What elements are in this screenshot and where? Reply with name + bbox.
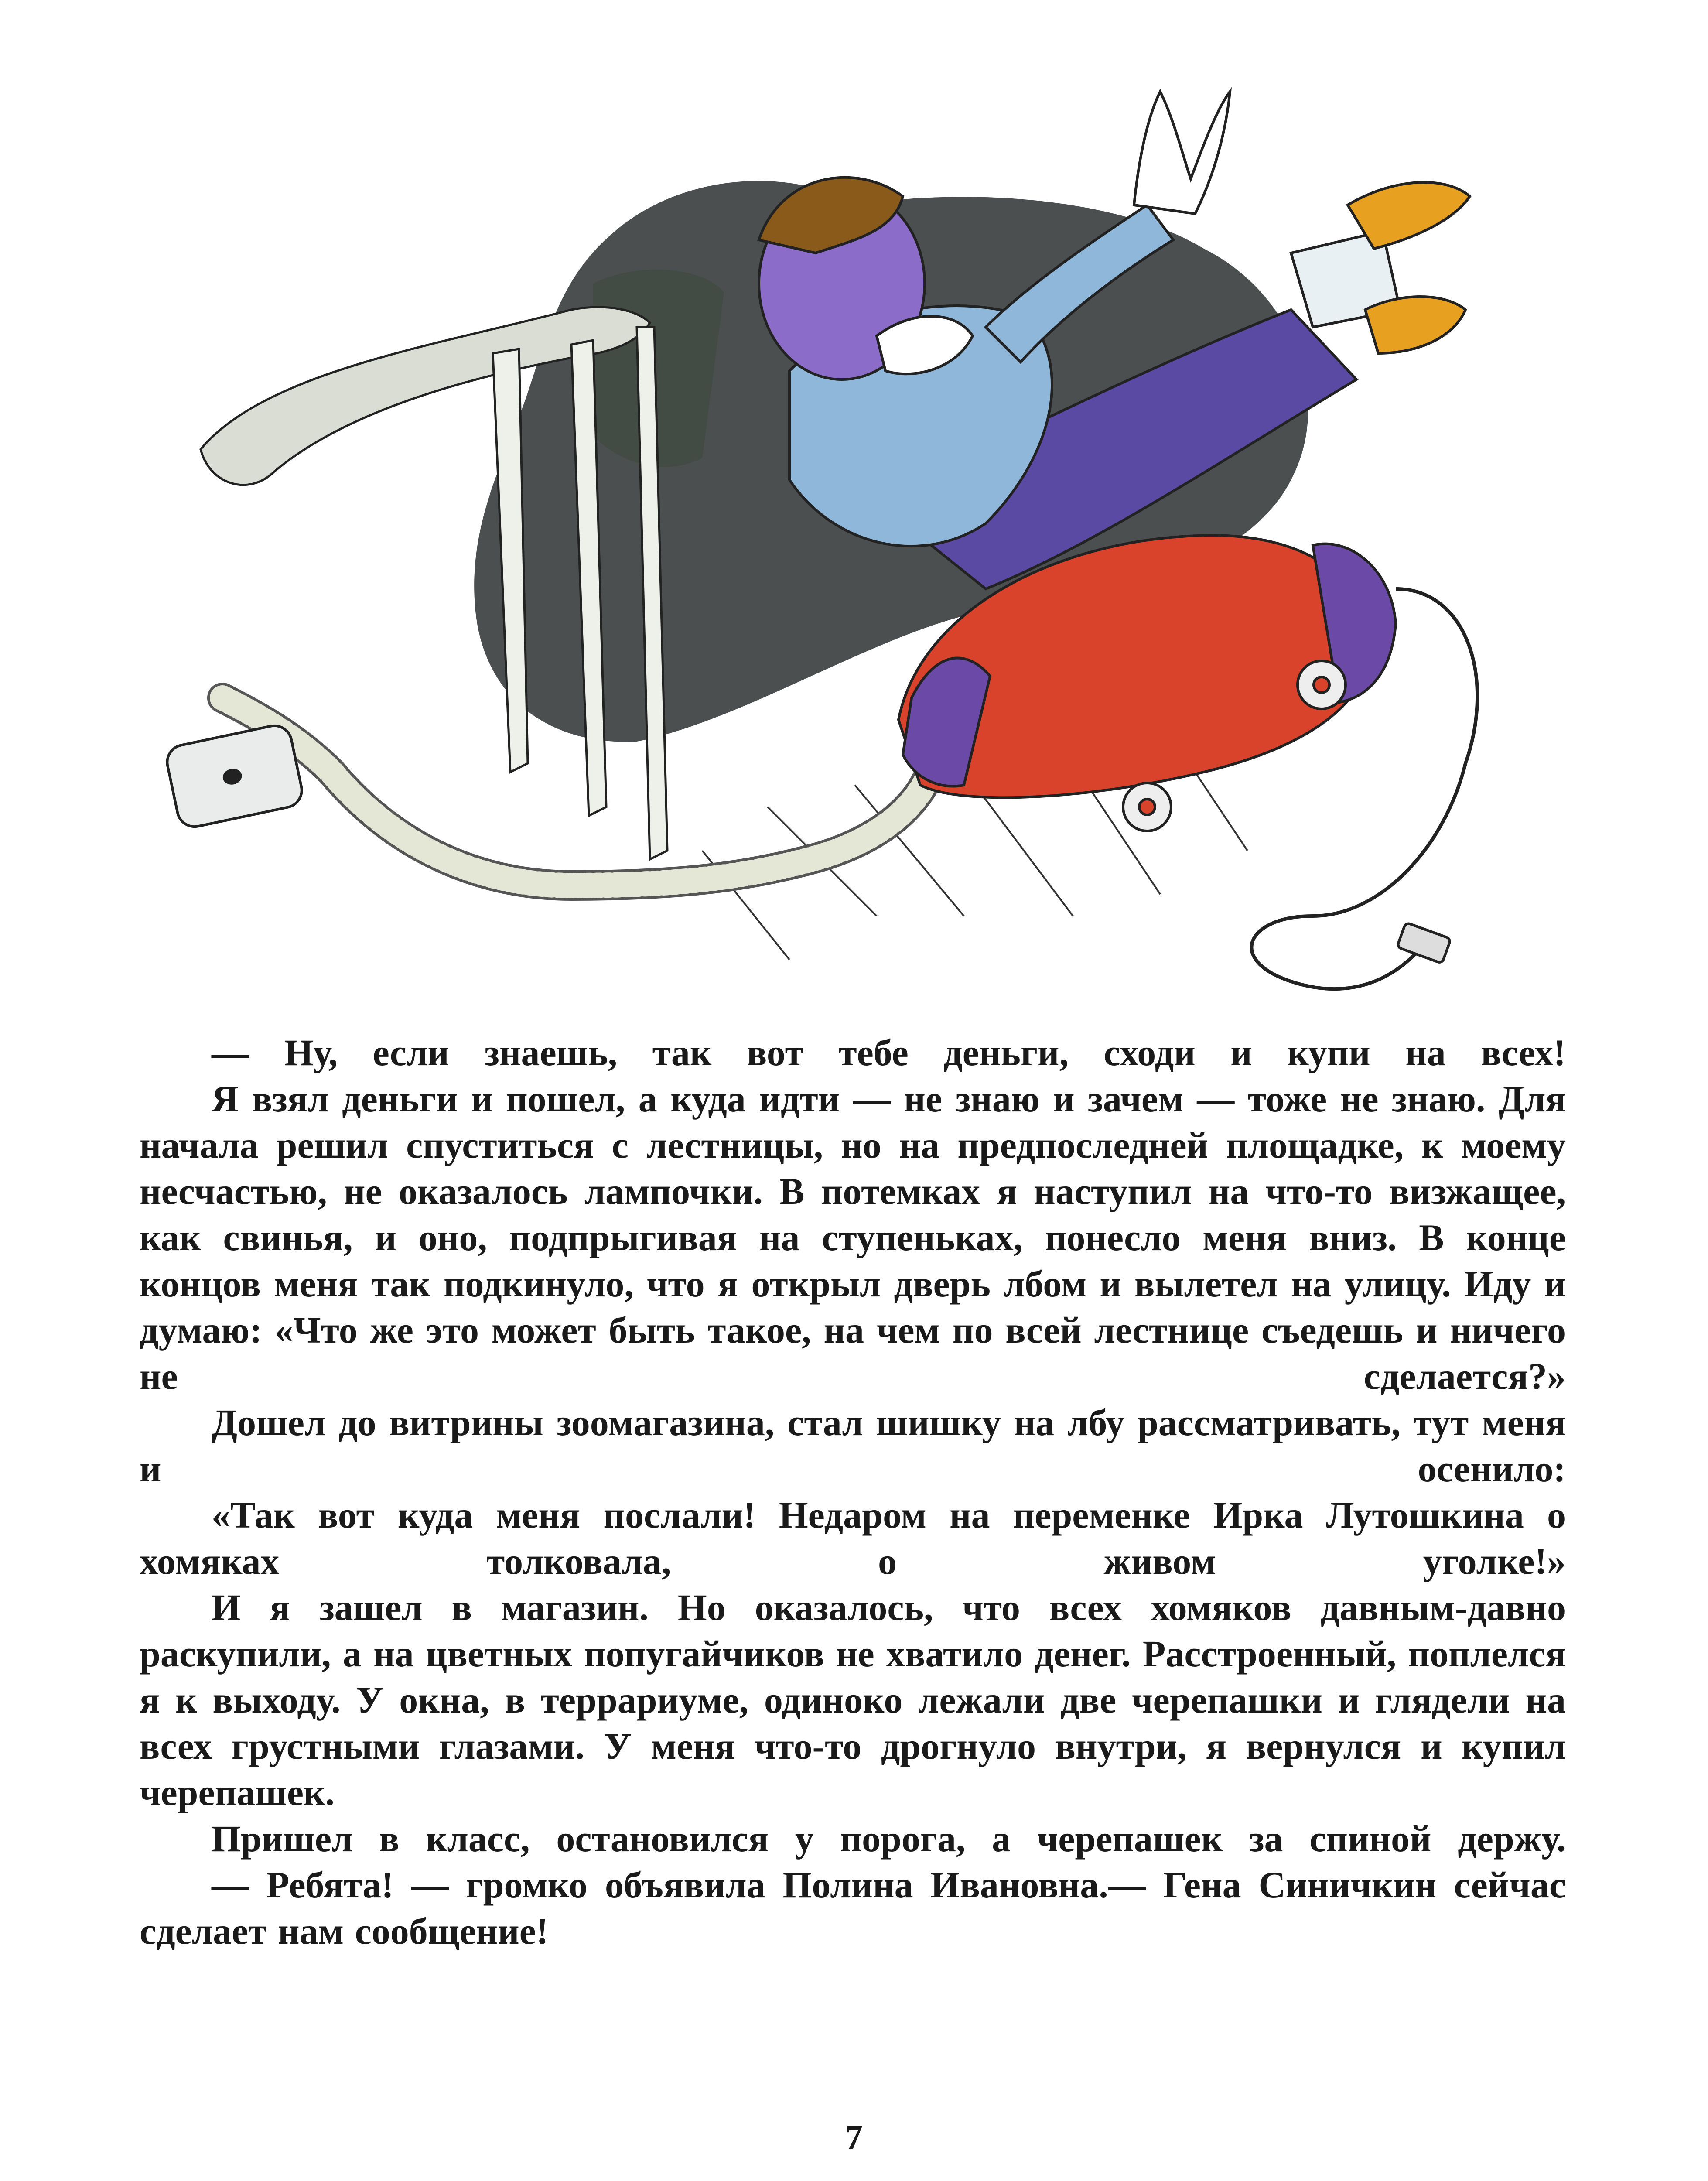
paragraph: Пришел в класс, остановился у порога, а черепашек за спиной держу. (212, 1818, 1566, 1860)
paragraph: — Ну, если знаешь, так вот тебе деньги, сходи и купи на всех! (212, 1032, 1566, 1073)
page-number: 7 (845, 2118, 863, 2157)
paragraph: Дошел до витрины зоомагазина, стал шишку на лбу рассматривать, тут меня и осенило: (140, 1402, 1566, 1490)
story-text (140, 1029, 1566, 1954)
boy-falling-on-vacuum-cleaner-illustration (135, 65, 1575, 1025)
paragraph: — Ребята! — громко объявила Полина Ивановна.— Гена Синичкин сейчас сделает нам сообщение! (140, 1864, 1566, 1952)
vacuum-nozzle (164, 722, 305, 830)
paragraph: И я зашел в магазин. Но оказалось, что всех хомяков давным-давно раскупили, а на цветных попугайчиков не хватило денег. Расстроенный, поплелся я к выходу. У окна, в террариуме, одиноко лежали две черепашки и глядели на всех грустными глазами. У меня что-то дрогнуло внутри, я вернулся и купил черепашек. (140, 1586, 1566, 1813)
paragraph: «Так вот куда меня послали! Недаром на переменке Ирка Лутошкина о хомяках толковала, о живом уголке!» (140, 1494, 1566, 1582)
paragraph: Я взял деньги и пошел, а куда идти — не знаю и зачем — тоже не знаю. Для начала решил спуститься с лестницы, но на предпоследней площадке, к моему несчастью, не оказалось лампочки. В потемках я наступил на что-то визжащее, как свинья, и оно, подпрыгивая на ступеньках, понесло меня вниз. В конце концов меня так подкинуло, что я открыл дверь лбом и вылетел на улицу. Иду и думаю: «Что же это может быть такое, на чем по всей лестнице съедешь и ничего не сделается?» (140, 1078, 1566, 1397)
